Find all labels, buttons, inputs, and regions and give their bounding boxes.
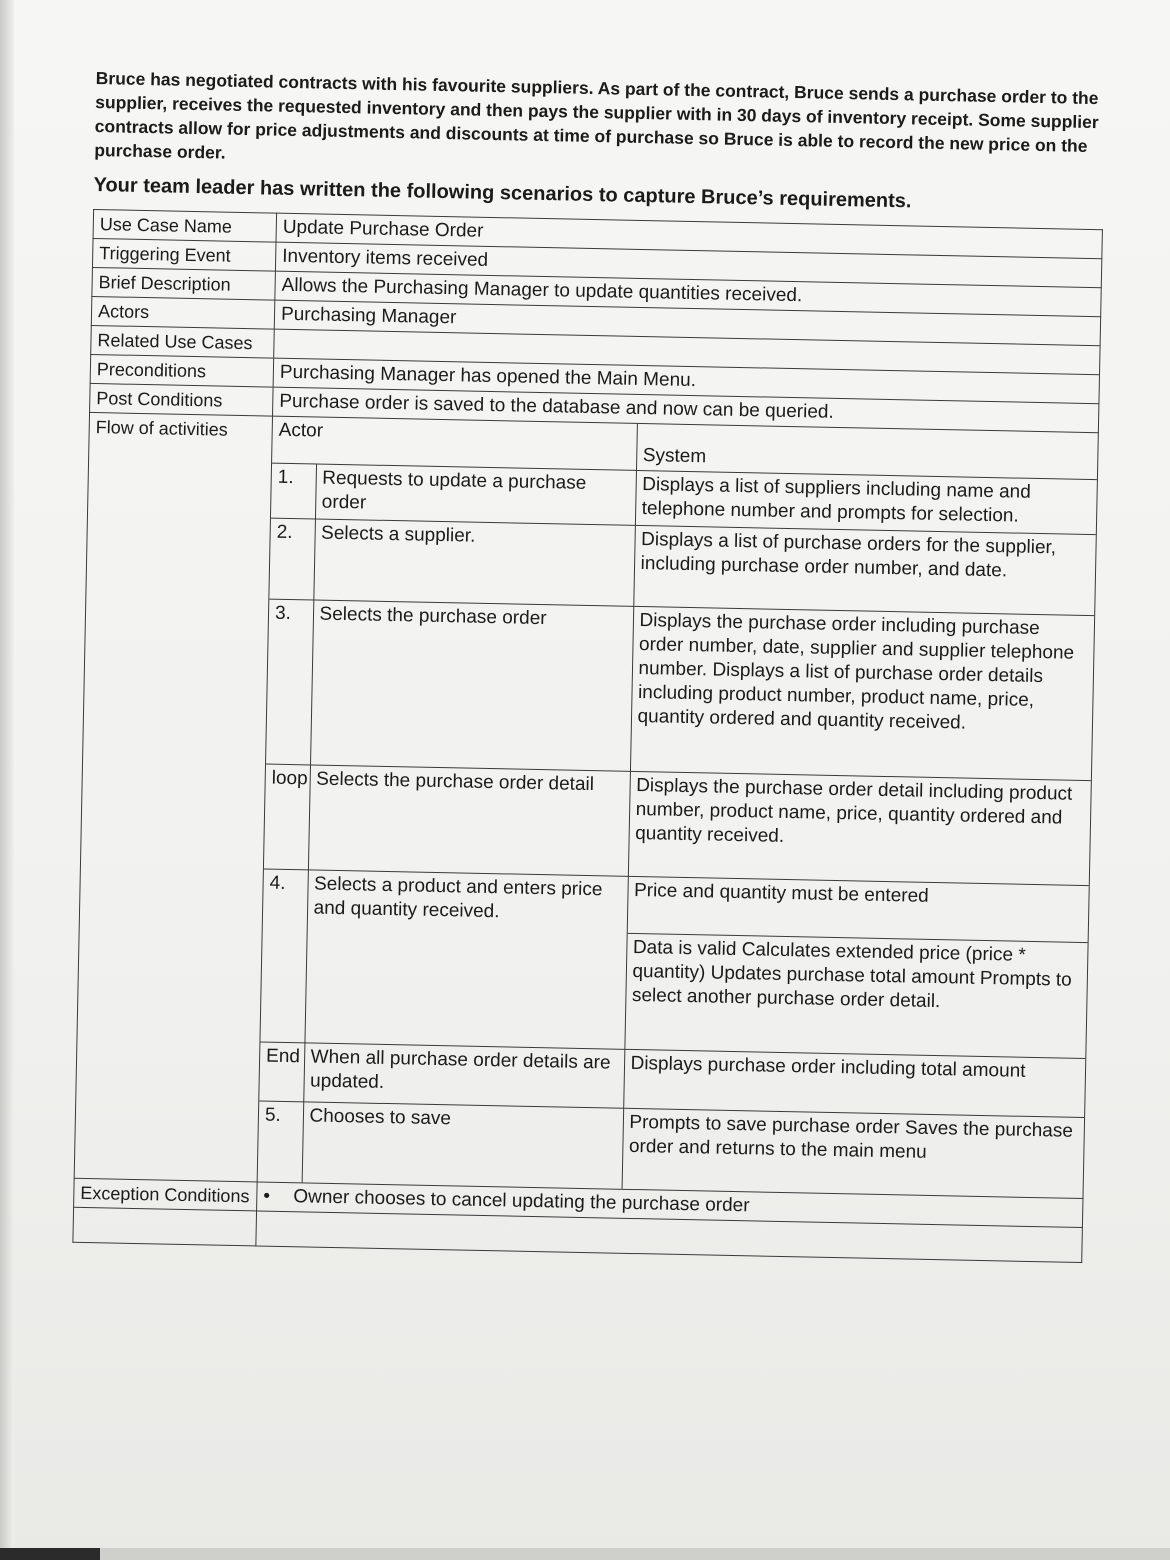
flow-label: Flow of activities	[74, 412, 272, 1182]
row-value: Update Purchase Order	[276, 213, 1102, 259]
step-number: 1.	[271, 463, 316, 519]
row-value: Purchasing Manager has opened the Main Menu.	[273, 358, 1099, 404]
step-actor: Selects the purchase order detail	[308, 765, 630, 876]
bullet-icon: •	[263, 1185, 271, 1207]
intro-paragraph: Bruce has negotiated contracts with his favourite suppliers. As part of the contract, Bruce sends a purchase order to the supplier, receives the requested inventory and then pays the supplier with in 30 days of inventory receipt. Some supplier contracts allow for price adjustments and discounts at time of purchase so Bruce is able to record the new price on the purchase order.	[94, 67, 1099, 163]
row-value: Inventory items received	[275, 242, 1101, 288]
desk-edge	[0, 1548, 1170, 1560]
blank-cell	[73, 1207, 257, 1246]
row-label: Use Case Name	[93, 209, 277, 242]
step-actor: Selects the purchase order	[310, 600, 633, 771]
row-label: Triggering Event	[92, 238, 276, 271]
row-value: Purchase order is saved to the database and now can be queried.	[273, 387, 1099, 433]
step-system: Displays the purchase order including purchase order number, date, supplier and supplier telephone number. Displays a list of purchase order details including product number, product name, price, quantity ordered and quantity received.	[630, 606, 1094, 780]
step-system: Price and quantity must be entered	[627, 876, 1089, 942]
step-number: 3.	[266, 599, 313, 765]
step-actor: Selects a product and enters price and quantity received.	[307, 870, 628, 933]
page-edge-shadow	[0, 0, 14, 1560]
step-system: Displays a list of suppliers including name and telephone number and prompts for selection.	[635, 470, 1097, 534]
row-label: Post Conditions	[90, 383, 274, 416]
flow-step	[266, 599, 1094, 781]
step-number: 5.	[258, 1101, 304, 1182]
lead-sentence: Your team leader has written the following scenarios to capture Bruce’s requirements.	[93, 173, 912, 213]
row-label: Related Use Cases	[91, 325, 275, 358]
row-label: Actors	[91, 296, 275, 329]
document-body	[72, 66, 1135, 1264]
step-system: Displays the purchase order detail including product number, product name, price, quantity ordered and quantity received.	[628, 771, 1091, 885]
exception-label: Exception Conditions	[74, 1178, 258, 1211]
step-number: 4.	[263, 869, 308, 926]
use-case-table	[72, 209, 1103, 1263]
row-value: Purchasing Manager	[274, 300, 1100, 346]
flow-row	[74, 412, 1098, 1198]
step-system: Displays purchase order including total amount	[623, 1049, 1085, 1117]
step-system: Prompts to save purchase order Saves the purchase order and returns to the main menu	[622, 1108, 1085, 1198]
step-system: Displays a list of purchase orders for the supplier, including purchase order number, and date.	[633, 525, 1096, 615]
step-actor	[304, 926, 626, 1049]
step-system: Data is valid Calculates extended price (price * quantity) Updates purchase total amount Prompts to select another purchase order detail.	[624, 933, 1087, 1059]
exception-text: Owner chooses to cancel updating the purchase order	[293, 1186, 750, 1217]
step-actor: Selects a supplier.	[313, 519, 635, 606]
flow-cell	[257, 416, 1098, 1198]
row-label: Brief Description	[92, 267, 276, 300]
actor-header: Actor	[272, 417, 637, 471]
flow-step	[264, 764, 1091, 886]
flow-step	[260, 926, 1087, 1059]
step-actor: Requests to update a purchase order	[315, 464, 636, 525]
step-number: loop	[264, 764, 310, 870]
step-actor: When all purchase order details are updated.	[303, 1043, 624, 1108]
step-number: End	[259, 1042, 304, 1102]
flow-table	[258, 417, 1098, 1198]
step-number: 2.	[269, 518, 315, 600]
step-number	[260, 926, 306, 1043]
step-actor: Chooses to save	[302, 1102, 624, 1189]
row-value: Allows the Purchasing Manager to update quantities received.	[275, 271, 1101, 317]
system-header: System	[636, 424, 1098, 480]
row-label: Preconditions	[90, 354, 274, 387]
